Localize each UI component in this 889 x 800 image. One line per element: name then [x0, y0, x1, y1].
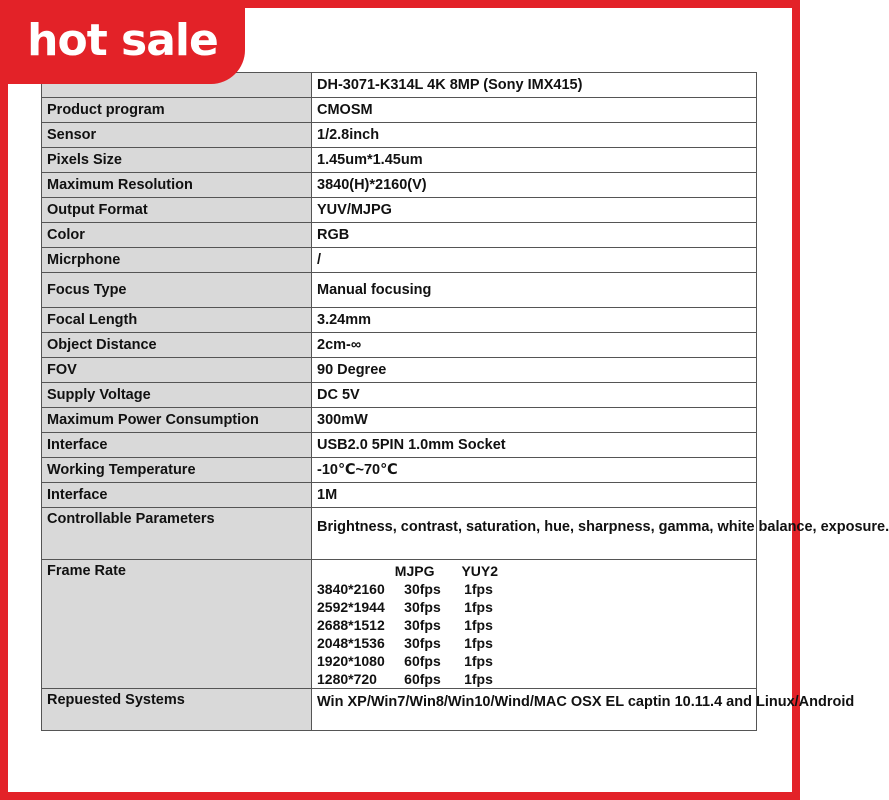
table-row: [42, 98, 757, 123]
spec-label: Focus Type: [42, 273, 312, 308]
spec-label: Output Format: [42, 198, 312, 223]
spec-value: 2cm-∞: [312, 333, 757, 358]
spec-value: CMOSM: [312, 98, 757, 123]
table-row: [42, 148, 757, 173]
spec-value: RGB: [312, 223, 757, 248]
table-row: [42, 383, 757, 408]
table-row: [42, 689, 757, 731]
table-row: [42, 483, 757, 508]
spec-label: Controllable Parameters: [42, 508, 312, 560]
spec-label: Maximum Power Consumption: [42, 408, 312, 433]
spec-value: 300mW: [312, 408, 757, 433]
spec-label: Interface: [42, 433, 312, 458]
spec-value: Brightness, contrast, saturation, hue, sharpness, gamma, white balance, exposure.: [312, 508, 757, 560]
spec-value: 90 Degree: [312, 358, 757, 383]
frame-rate-row: 1280*720 60fps 1fps: [317, 671, 493, 687]
frame-rate-cell: [312, 560, 757, 689]
frame-rate-header: MJPG YUY2: [317, 563, 499, 579]
frame-rate-row: 2592*1944 30fps 1fps: [317, 599, 493, 615]
frame-rate-row: 2688*1512 30fps 1fps: [317, 617, 493, 633]
spec-value: /: [312, 248, 757, 273]
table-row: [42, 560, 757, 689]
table-row: [42, 433, 757, 458]
spec-label: Pixels Size: [42, 148, 312, 173]
spec-value: Win XP/Win7/Win8/Win10/Wind/MAC OSX EL captin 10.11.4 and Linux/Android: [312, 689, 757, 731]
frame-rate-row: 3840*2160 30fps 1fps: [317, 581, 493, 597]
spec-label: Maximum Resolution: [42, 173, 312, 198]
spec-label: Color: [42, 223, 312, 248]
table-row: [42, 333, 757, 358]
hot-sale-banner: [0, 0, 245, 84]
spec-label: Frame Rate: [42, 560, 312, 689]
table-row: [42, 408, 757, 433]
spec-label: Repuested Systems: [42, 689, 312, 731]
spec-value: 3.24mm: [312, 308, 757, 333]
spec-value: Manual focusing: [312, 273, 757, 308]
table-row: [42, 308, 757, 333]
spec-value: 1.45um*1.45um: [312, 148, 757, 173]
table-row: [42, 508, 757, 560]
table-row: [42, 198, 757, 223]
frame-rate-row: 1920*1080 60fps 1fps: [317, 653, 493, 669]
spec-label: FOV: [42, 358, 312, 383]
hot-sale-text: hot sale: [27, 14, 218, 66]
spec-label: Object Distance: [42, 333, 312, 358]
spec-value: 1M: [312, 483, 757, 508]
spec-label: Working Temperature: [42, 458, 312, 483]
spec-value: -10℃~70℃: [312, 458, 757, 483]
table-row: [42, 123, 757, 148]
table-row: [42, 358, 757, 383]
table-row: [42, 458, 757, 483]
spec-label: Focal Length: [42, 308, 312, 333]
table-row: [42, 248, 757, 273]
spec-table: [41, 72, 889, 731]
spec-label: Micrphone: [42, 248, 312, 273]
table-row: [42, 223, 757, 248]
spec-value: DC 5V: [312, 383, 757, 408]
table-row: [42, 273, 757, 308]
spec-value: 3840(H)*2160(V): [312, 173, 757, 198]
spec-value: 1/2.8inch: [312, 123, 757, 148]
spec-label: Product program: [42, 98, 312, 123]
spec-label: Sensor: [42, 123, 312, 148]
spec-label: Interface: [42, 483, 312, 508]
spec-label: Supply Voltage: [42, 383, 312, 408]
spec-value: YUV/MJPG: [312, 198, 757, 223]
spec-value: USB2.0 5PIN 1.0mm Socket: [312, 433, 757, 458]
frame-rate-row: 2048*1536 30fps 1fps: [317, 635, 493, 651]
table-row: [42, 173, 757, 198]
model-title: DH-3071-K314L 4K 8MP (Sony IMX415): [312, 73, 757, 98]
